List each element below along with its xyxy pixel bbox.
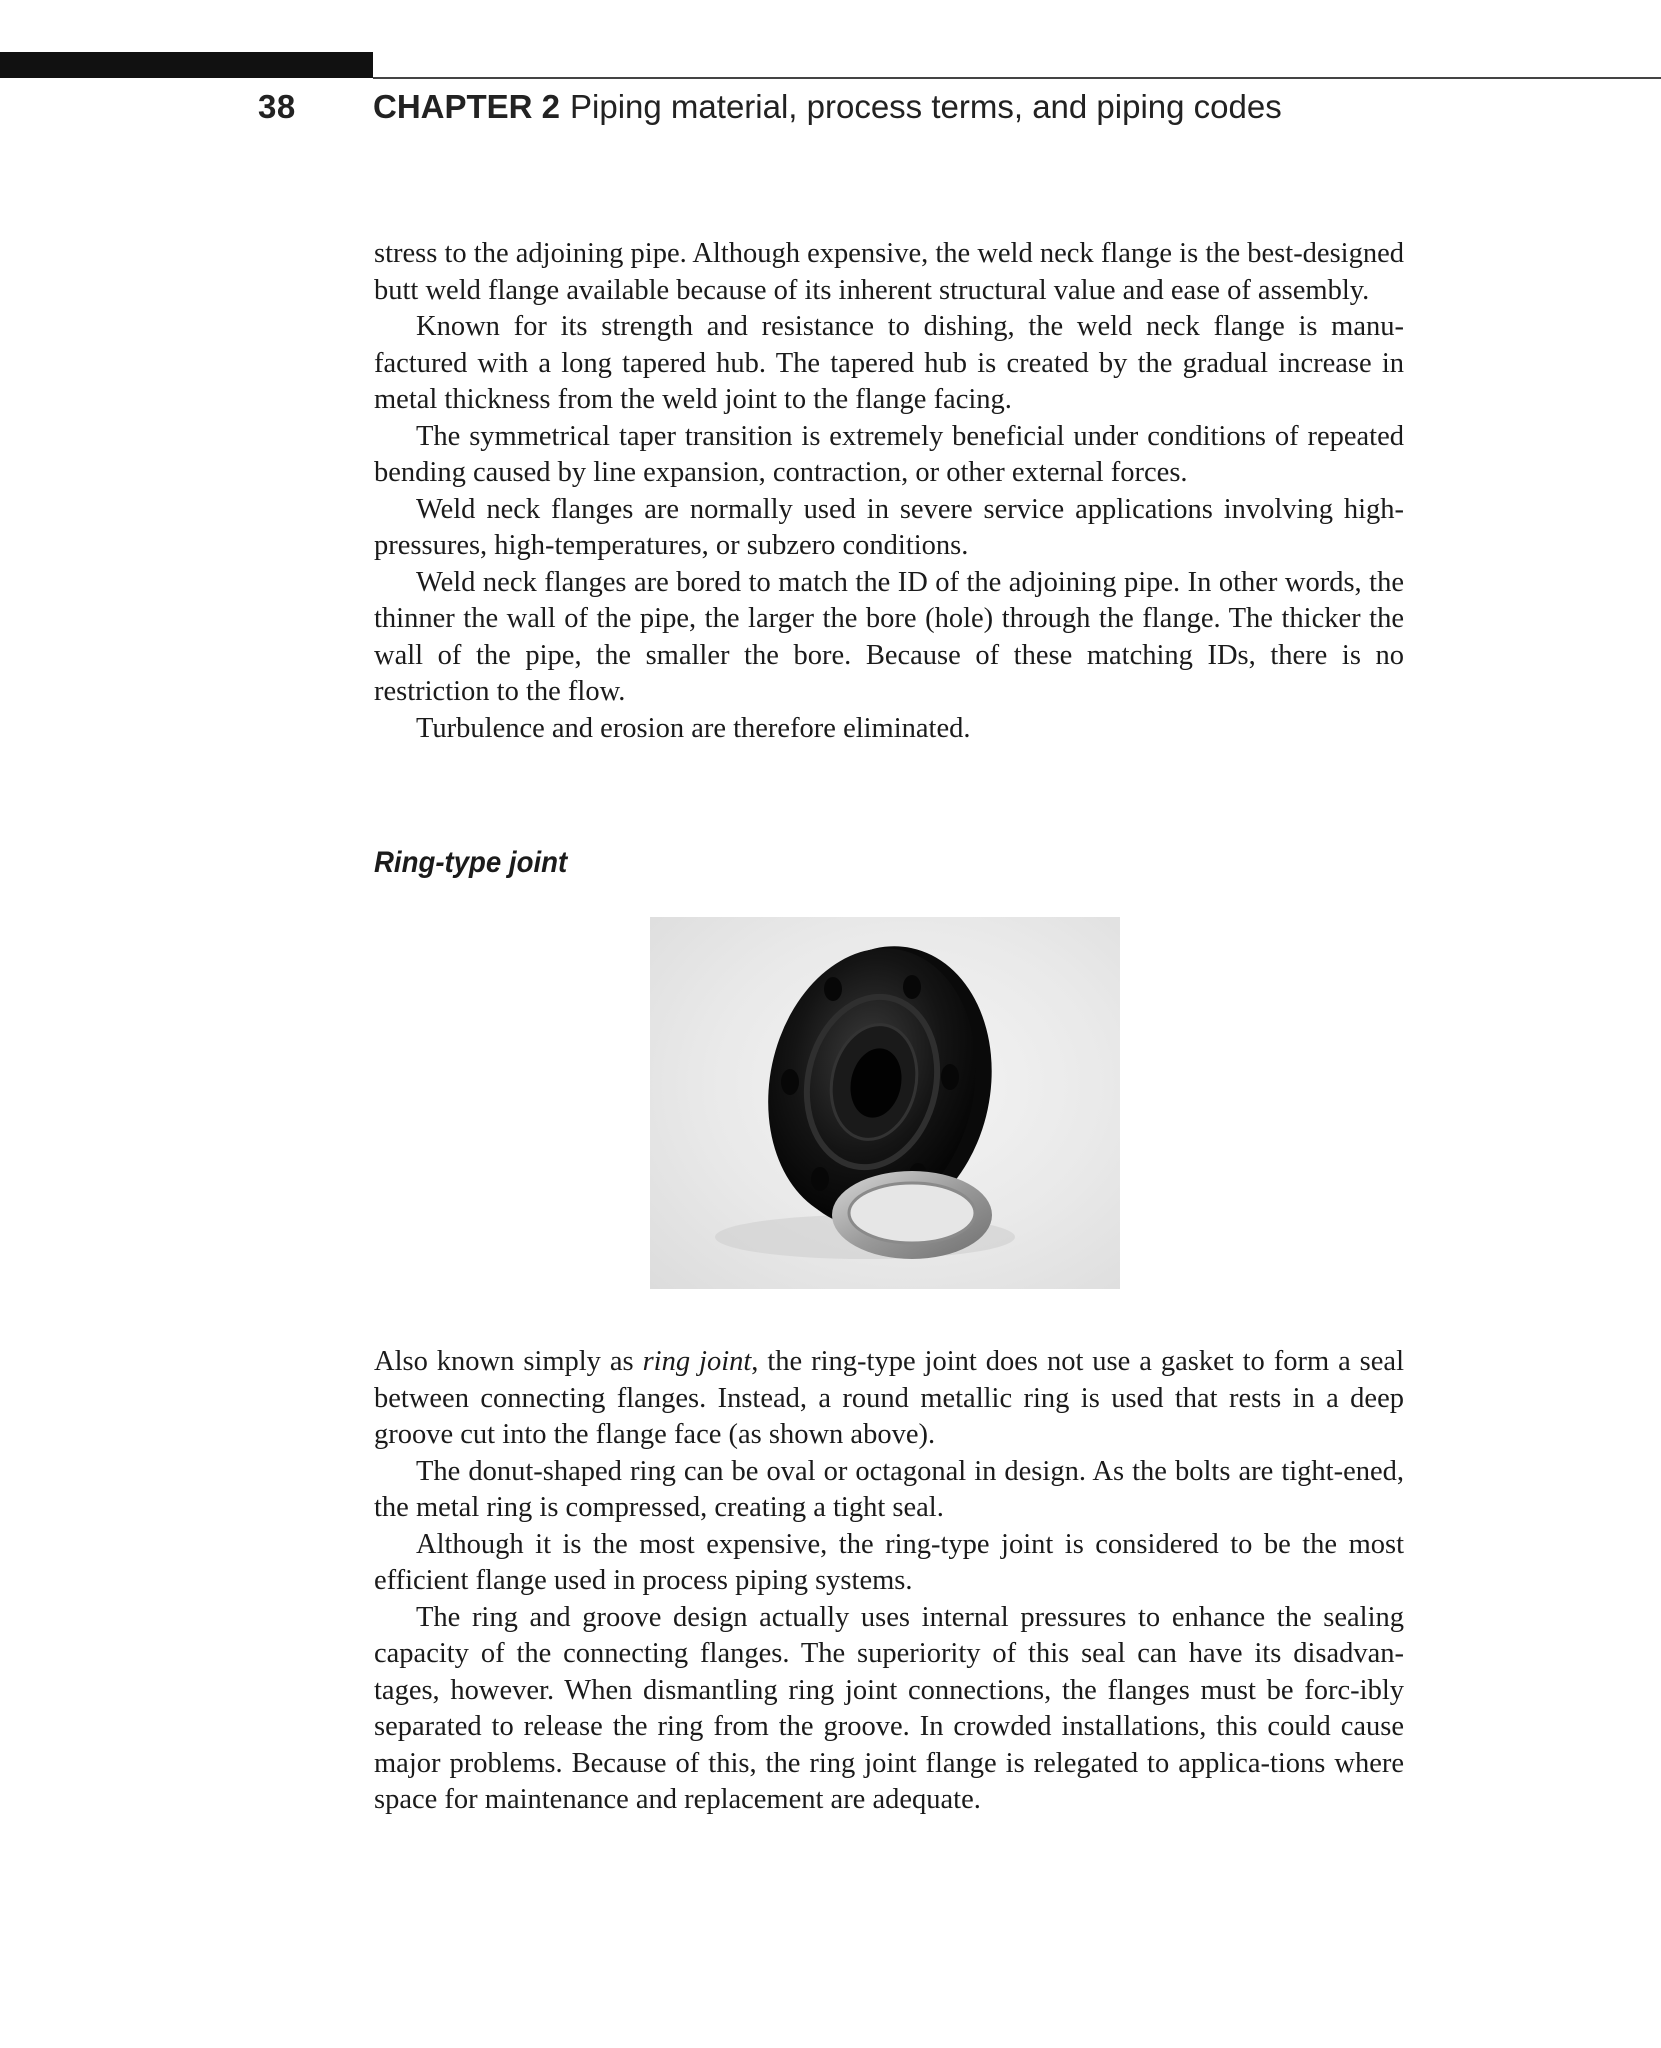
chapter-title: Piping material, process terms, and piping codes (570, 88, 1282, 125)
intro-after: , the ring-type joint does not use a gasket to form a seal between connecting flanges. Instead, a round metallic ring is used that rests in a deep groove cut into the flange face (as shown above). (374, 1346, 1404, 1450)
paragraph: stress to the adjoining pipe. Although expensive, the weld neck flange is the best-designed butt weld flange available because of its inherent structural value and ease of assembly. (374, 238, 1404, 306)
flange-illustration (650, 917, 1120, 1289)
paragraph: Weld neck flanges are bored to match the ID of the adjoining pipe. In other words, the thinner the wall of the pipe, the larger the bore (hole) through the flange. The thicker the wall of the pipe, the smaller the bore. Because of these matching IDs, there is no restriction to the flow. (374, 566, 1404, 707)
page-number: 38 (258, 88, 296, 125)
paragraph: Although it is the most expensive, the ring-type joint is considered to be the most efficient flange used in process piping systems. (374, 1528, 1404, 1596)
paragraph (374, 1344, 1404, 1454)
header-bar (0, 52, 373, 78)
paragraph: Known for its strength and resistance to dishing, the weld neck flange is manu-factured with a long tapered hub. The tapered hub is created by the gradual increase in metal thickness from the weld joint to the flange facing. (374, 311, 1404, 415)
metal-ring-inner (849, 1183, 975, 1243)
paragraph: Weld neck flanges are normally used in severe service applications involving high-pressures, high-temperatures, or subzero conditions. (374, 493, 1404, 561)
paragraph: Turbulence and erosion are therefore eliminated. (416, 712, 971, 744)
ring-joint-text (374, 1344, 1404, 1819)
running-head (373, 88, 1282, 126)
paragraph: The donut-shaped ring can be oval or octagonal in design. As the bolts are tight-ened, the metal ring is compressed, creating a tight seal. (374, 1455, 1404, 1523)
paragraph: The symmetrical taper transition is extremely beneficial under conditions of repeated bending caused by line expansion, contraction, or other external forces. (374, 420, 1404, 488)
ring-joint-flange-photo (650, 917, 1120, 1289)
chapter-label: CHAPTER 2 (373, 88, 561, 125)
section-heading: Ring-type joint (374, 846, 568, 879)
header-rule (373, 77, 1661, 79)
paragraph: The ring and groove design actually uses internal pressures to enhance the sealing capacity of the connecting flanges. The superiority of this seal can have its disadvan-tages, however. When dismantling ring joint connections, the flanges must be forc-ibly separated to release the ring from the groove. In crowded installations, this could cause major problems. Because of this, the ring joint flange is relegated to applica-tions where space for maintenance and replacement are adequate. (374, 1601, 1404, 1815)
intro-before: Also known simply as (374, 1346, 643, 1377)
weld-neck-text (374, 236, 1404, 747)
intro-emphasis: ring joint (642, 1346, 752, 1377)
